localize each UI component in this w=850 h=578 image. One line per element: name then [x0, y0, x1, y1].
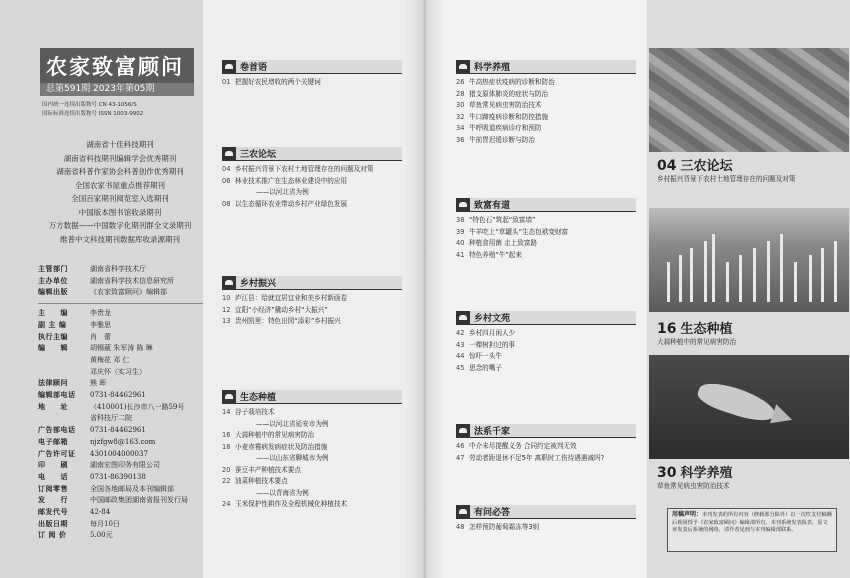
sprout-stem: [794, 262, 797, 302]
toc-title: 牛前胃迟缓诊断与防治: [469, 135, 535, 144]
section-faxi: [456, 424, 636, 464]
credit-key: 主办单位: [38, 276, 68, 285]
toc-entry: [222, 419, 402, 431]
toc-entry: [222, 293, 402, 305]
honor-line: 全国农家书屋重点推荐期刊: [75, 180, 165, 190]
page-number: 39: [456, 227, 465, 236]
toc-entry: [456, 135, 636, 147]
toc-entry: [456, 215, 636, 227]
spine-shadow: [405, 0, 445, 578]
credit-key: 电子邮箱: [38, 437, 68, 446]
caption-3: 30 科学养殖 草鱼常见病虫害防治技术: [657, 465, 733, 490]
toc-title: ——以河北省延安市为例: [256, 419, 329, 428]
toc-title: 种植食用菌 走上致富路: [469, 239, 538, 247]
toc-title: 大蒜种植中的常见病害防治: [235, 431, 315, 439]
credit-row: [38, 308, 203, 320]
toc-entry: [222, 187, 402, 199]
credit-row: [38, 390, 203, 402]
section-header: [222, 276, 402, 290]
toc-title: 牛羊吃上“草罐头”生态包袱变财富: [469, 227, 569, 236]
toc-entry: [222, 499, 402, 511]
toc-entry: [222, 77, 402, 89]
sprout-stem: [667, 262, 670, 302]
credit-key: 编 辑: [38, 344, 68, 353]
toc-title: 宜阳“小经济”撬动乡村“大振兴”: [235, 305, 328, 314]
page-number: 12: [222, 305, 231, 314]
section-items: [456, 215, 636, 261]
sprout-stem: [821, 248, 824, 302]
credit-value: 邓庆怀（实习生）: [90, 367, 146, 376]
toc-title: 以生态循环农业带动乡村产业绿色发展: [235, 199, 348, 208]
toc-entry: [456, 250, 636, 262]
toc-title: 贵州凯里：特色田园“添彩”乡村振兴: [235, 317, 341, 325]
section-items: [222, 77, 402, 89]
section-header: [456, 505, 636, 519]
toc-entry: [222, 465, 402, 477]
credit-row: [38, 355, 203, 367]
honor-line: 湖南省十佳科技期刊: [86, 140, 154, 149]
credit-value: 熊 晖: [90, 379, 107, 388]
credit-row: [38, 287, 203, 299]
credit-value: （410001)长沙市八一路59号: [90, 402, 185, 411]
section-title: 乡村振兴: [240, 279, 277, 289]
section-title: 有问必答: [474, 508, 511, 518]
credit-value: 省科技厅二院: [90, 414, 132, 423]
section-items: [456, 441, 636, 464]
page-number: 30: [456, 101, 465, 109]
section-title: 三农论坛: [240, 150, 277, 160]
credit-key: 编辑出版: [38, 288, 68, 297]
section-items: [456, 77, 636, 146]
section-title: 致富有道: [474, 201, 511, 211]
sprout-stem: [780, 234, 783, 302]
page-number: 46: [456, 442, 465, 450]
credit-key: 广告许可证: [38, 449, 76, 458]
section-title: 生态种植: [240, 393, 277, 403]
section-wenyuan: [456, 311, 636, 374]
toc-entry: [456, 112, 636, 124]
credit-key: [38, 367, 90, 379]
sprout-stem: [809, 255, 812, 302]
issue-number: 总第591期 2023年第05期: [40, 83, 194, 96]
toc-title: 思念的嘴子: [469, 363, 502, 372]
toc-entry: [222, 476, 402, 488]
section-sannong: [222, 147, 402, 210]
toc-title: ——以山东省聊城市为例: [256, 454, 329, 462]
sprout-stem: [712, 234, 715, 302]
honor-line: 维普中文科技期刊数据库收录源期刊: [60, 234, 180, 244]
page-number: 06: [222, 176, 231, 185]
toc-title: 小麦赤霉病发病症状及防治措施: [235, 442, 328, 451]
section-items: [456, 328, 636, 374]
section-icon: [222, 60, 236, 73]
credit-value: 4301004000037: [90, 449, 148, 458]
credit-value: 《农家致富顾问》编辑部: [90, 288, 167, 297]
section-header: [456, 60, 636, 74]
toc-entry: [456, 77, 636, 89]
credit-value: 0731-84462961: [90, 391, 146, 400]
section-items: [222, 164, 402, 210]
credit-value: 0731-86390138: [90, 472, 146, 481]
toc-entry: [222, 199, 402, 211]
toc-title: 乡村振兴背景下农村土地管理存在的问题及对策: [235, 165, 374, 173]
toc-title: ——以青海省为例: [256, 488, 309, 497]
credit-key: 地 址: [38, 402, 68, 411]
section-title: 法系千家: [474, 427, 511, 437]
section-youwen: [456, 505, 636, 534]
credit-key: 出版日期: [38, 519, 68, 528]
sprout-stem: [739, 255, 742, 302]
page-number: 42: [456, 329, 465, 337]
page-number: 08: [222, 199, 231, 208]
page-number: 18: [222, 442, 231, 451]
garlic-sprout-photo: [649, 208, 849, 312]
toc-title: 油菜种植技术要点: [235, 477, 288, 485]
sprout-stem: [753, 248, 756, 302]
toc-entry: [456, 441, 636, 453]
honor-line: 万方数据——中国数字化期刊群全文录期刊: [48, 221, 192, 230]
toc-entry: [456, 351, 636, 363]
page-number: 40: [456, 239, 465, 247]
toc-entry: [456, 363, 636, 375]
credit-row: [38, 425, 203, 437]
credit-row: [38, 519, 203, 531]
toc-entry: [222, 488, 402, 500]
honor-line: 中国版本图书馆收录期刊: [78, 207, 162, 217]
honor-line: 全国百家期刊阅览室入选期刊: [71, 194, 169, 203]
toc-entry: [222, 164, 402, 176]
page-number: 13: [222, 317, 231, 325]
credit-value: 李贵龙: [90, 309, 111, 318]
credit-row: [38, 472, 203, 484]
section-icon: [222, 276, 236, 289]
toc-entry: [222, 430, 402, 442]
section-icon: [222, 390, 236, 403]
magazine-title: 农家致富顾问: [46, 54, 184, 79]
caption-2: 16 生态种植 大蒜种植中的常见病害防治: [657, 321, 737, 346]
page-number: 36: [456, 135, 465, 144]
page-number: 01: [222, 78, 231, 86]
credit-row: [38, 402, 203, 414]
page-number: 20: [222, 465, 231, 474]
toc-title: 牛口蹄疫病诊断和防控措施: [469, 112, 549, 121]
section-icon: [456, 424, 470, 437]
honors-list: [40, 138, 200, 246]
toc-entry: [456, 100, 636, 112]
page-number: 44: [456, 352, 465, 360]
page-number: 45: [456, 363, 465, 372]
section-zhifu: [456, 198, 636, 261]
toc-entry: [222, 442, 402, 454]
section-header: [456, 311, 636, 325]
credit-key: 主 编: [38, 309, 68, 318]
toc-title: 牛高热症状疫病的诊断和防治: [469, 78, 555, 86]
credit-row: [38, 530, 203, 542]
page-number: 34: [456, 124, 465, 132]
credit-value: 湖南省科学技术厅: [90, 265, 146, 273]
credit-key: [38, 413, 90, 425]
credit-row: [38, 495, 203, 507]
toc-entry: [456, 522, 636, 534]
credit-value: 湖南省科学技术信息研究所: [90, 276, 174, 285]
section-items: [222, 293, 402, 328]
page-number: 47: [456, 453, 465, 462]
toc-title: 谷子栽培技术: [235, 408, 275, 416]
credit-row: [38, 276, 203, 288]
page-number: 32: [456, 112, 465, 121]
credit-row: [38, 378, 203, 390]
credit-value: njzfgw8@163.com: [90, 437, 156, 446]
serial-numbers: [42, 101, 143, 119]
toc-title: “特色石”筑起“致富墙”: [469, 216, 536, 224]
toc-title: 乡村四月闲人少: [469, 329, 516, 337]
page-number: 22: [222, 477, 231, 485]
section-kexue: [456, 60, 636, 146]
section-items: [222, 407, 402, 511]
toc-title: 玉米保护性耕作及全程机械化种植技术: [235, 500, 348, 508]
toc-title: 中介未尽提醒义务 合同约定被判无效: [469, 442, 577, 450]
credit-value: 黄梅花 邓 仁: [90, 355, 130, 364]
sprout-stem: [767, 241, 770, 302]
caption-1: 04 三农论坛 乡村振兴背景下农村土地管理存在的问题及对策: [657, 158, 796, 183]
toc-title: 草鱼常见病虫害防治技术: [469, 101, 542, 109]
toc-entry: [456, 227, 636, 239]
section-header: [222, 147, 402, 161]
credit-key: 发 行: [38, 496, 68, 505]
cn-number: 国内统一连续出版物号 CN 43-1056/S: [42, 102, 137, 108]
section-title: 乡村文苑: [474, 314, 511, 324]
toc-entry: [456, 453, 636, 465]
credits-block: [38, 264, 203, 542]
credit-row: [38, 449, 203, 461]
toc-entry: [222, 316, 402, 328]
honor-line: 湖南省科普作家协会科普创作优秀期刊: [56, 167, 184, 176]
credit-key: 副 主 编: [38, 320, 67, 329]
farmland-photo: [649, 48, 849, 152]
section-title: 科学养殖: [474, 63, 511, 73]
toc-entry: [456, 340, 636, 352]
masthead: [40, 48, 194, 96]
toc-entry: [222, 453, 402, 465]
credit-key: 订 阅 价: [38, 531, 67, 540]
toc-title: 林业技术推广在生态林业建设中的应用: [235, 176, 348, 185]
section-juanshouyu: [222, 60, 402, 89]
section-items: [456, 522, 636, 534]
credit-row: [38, 484, 203, 496]
page-number: 10: [222, 294, 231, 302]
credit-value: 湖南宏图印务有限公司: [90, 461, 160, 470]
toc-entry: [456, 238, 636, 250]
sprout-stem: [679, 255, 682, 302]
toc-title: 猪支原体肺炎的症状与防治: [469, 89, 549, 98]
credit-key: 电 话: [38, 472, 68, 481]
page-number: 16: [222, 431, 231, 439]
page-number: 26: [456, 78, 465, 86]
credit-row: [38, 413, 203, 425]
credit-value: 中国邮政集团湖南省报刊发行局: [90, 496, 188, 505]
toc-title: 庐江县：给就宜居宜业和美乡村新画卷: [235, 294, 348, 302]
section-icon: [456, 505, 470, 518]
credit-row: [38, 507, 203, 519]
page-number: 04: [222, 165, 231, 173]
credit-key: 订阅零售: [38, 484, 68, 493]
credit-key: [38, 355, 90, 367]
credit-value: 肖 蕾: [90, 332, 111, 341]
credit-key: 邮发代号: [38, 508, 68, 517]
toc-title: 一棵树担过的事: [469, 340, 516, 349]
page-number: 38: [456, 216, 465, 224]
toc-entry: [456, 328, 636, 340]
toc-entry: [456, 89, 636, 101]
section-xiangcun: [222, 276, 402, 328]
toc-title: 蚕豆丰产种植技术要点: [235, 465, 301, 474]
credit-key: 法律顾问: [38, 379, 68, 388]
credit-value: 0731-84462961: [90, 426, 146, 435]
credit-key: 印 刷: [38, 461, 68, 470]
section-header: [222, 390, 402, 404]
credit-row: [38, 437, 203, 449]
section-title: 卷首语: [240, 63, 268, 73]
section-header: [456, 198, 636, 212]
toc-title: 特色养殖“牛”起来: [469, 250, 522, 259]
toc-title: 怎样预防葡萄霜冻等3则: [469, 523, 540, 531]
section-shengtai: [222, 390, 402, 511]
credit-row: [38, 332, 203, 344]
page-number: 24: [222, 500, 231, 508]
credit-key: 编辑部电话: [38, 391, 76, 400]
credit-key: 广告部电话: [38, 426, 76, 435]
toc-title: 把握好农民增收的两个关键词: [235, 78, 321, 86]
credit-row: [38, 320, 203, 332]
toc-title: ——以河北省为例: [256, 188, 309, 196]
page-number: 28: [456, 89, 465, 98]
toc-entry: [222, 305, 402, 317]
issn-number: 国际标准连续出版物号 ISSN 1003-9902: [42, 111, 144, 117]
sprout-stem: [834, 241, 837, 302]
honor-line: 湖南省科技期刊编辑学会优秀期刊: [63, 153, 177, 163]
credit-row: [38, 343, 203, 355]
toc-entry: [222, 407, 402, 419]
sprout-stem: [726, 262, 729, 302]
grass-carp-photo: [649, 355, 849, 459]
credit-row: [38, 460, 203, 472]
page-number: 14: [222, 408, 231, 416]
section-header: [222, 60, 402, 74]
toc-title: 劳动者距退休不足5年 离职时工伤待遇遇减吗?: [469, 453, 605, 462]
toc-title: 惊吓一头牛: [469, 352, 502, 360]
section-icon: [222, 147, 236, 160]
credit-value: 胡锡葳 朱军涛 陈 琳: [90, 344, 153, 353]
credit-key: 执行主编: [38, 332, 68, 341]
section-icon: [456, 60, 470, 73]
credit-value: 5.00元: [90, 531, 113, 540]
toc-entry: [222, 176, 402, 188]
credit-row: [38, 264, 203, 276]
page-number: 48: [456, 523, 465, 531]
copyright-notice: 用稿声明：本刊发表的所有内容（修载部分除外）以一次性支付稿酬后视同授予《农家致富顾问》编辑部所有。本刊系统发表报表，原文章发表后系统的网络，请作者见到与本刊编辑部联系。: [667, 508, 837, 552]
credit-value: 全国各地邮局及本刊编辑部: [90, 484, 174, 493]
fish-shape: [695, 377, 779, 426]
toc-title: 牛呼吸道疾病诊疗和预防: [469, 124, 542, 132]
credit-value: 李雅思: [90, 320, 111, 329]
toc-entry: [456, 123, 636, 135]
credit-value: 42-84: [90, 508, 111, 517]
section-header: [456, 424, 636, 438]
credit-divider: [38, 303, 203, 304]
section-icon: [456, 311, 470, 324]
credit-key: 主管部门: [38, 265, 68, 273]
credit-value: 每月10日: [90, 519, 120, 528]
page-number: 41: [456, 250, 465, 259]
credit-row: [38, 367, 203, 379]
sprout-stem: [704, 241, 707, 302]
section-icon: [456, 198, 470, 211]
page-number: 43: [456, 340, 465, 349]
sprout-stem: [690, 248, 693, 302]
